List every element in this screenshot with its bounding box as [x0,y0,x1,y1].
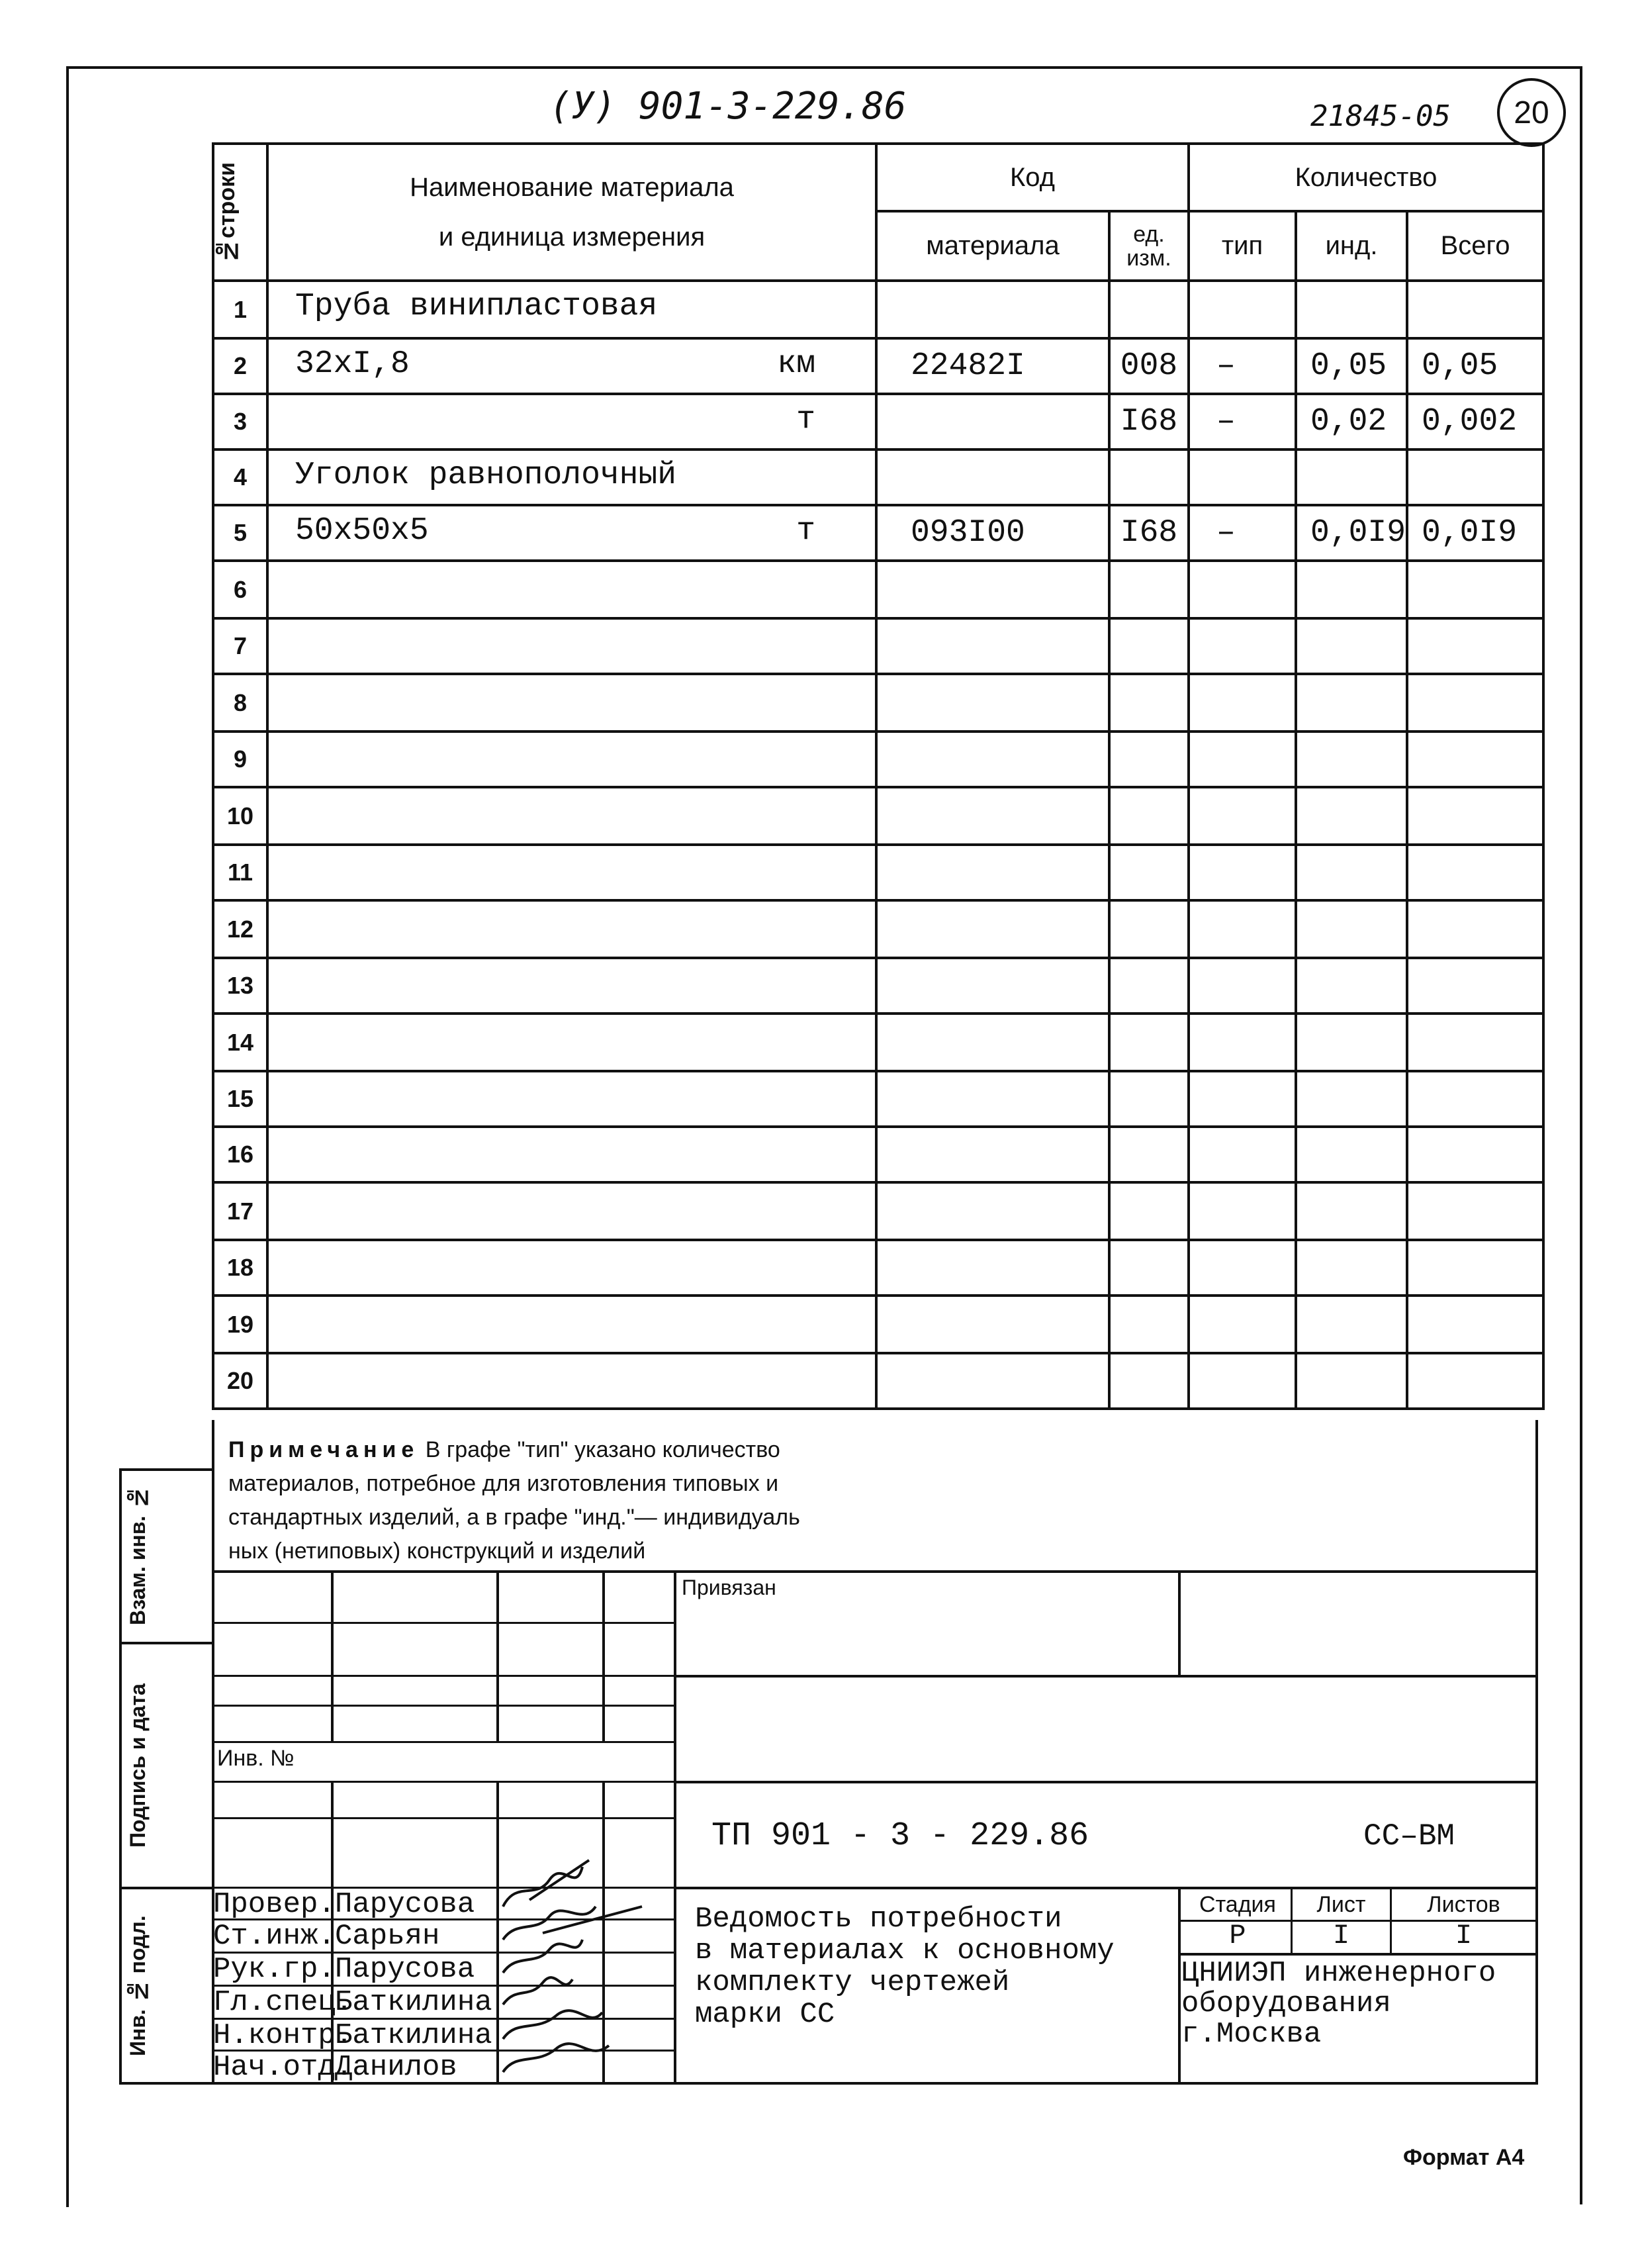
col-code-header: Код [876,144,1189,211]
col-code-unit-header: ед. изм. [1109,211,1189,281]
unit-code [1109,958,1189,1014]
unit-code [1109,1296,1189,1353]
material-name-cell [267,1014,876,1071]
format-label: Формат А4 [1403,2145,1525,2170]
signatory-role: Нач.отд. [213,2051,353,2084]
qty-total [1407,1014,1543,1071]
material-code [876,732,1109,787]
material-name-cell [267,561,876,618]
unit-code [1109,1127,1189,1182]
material-name: Уголок равнополочный [295,457,677,493]
unit-code: I68 [1109,505,1189,561]
side-rule-1 [119,1468,213,1471]
sheet-number-circle: 20 [1497,78,1566,147]
unit-code [1109,1353,1189,1409]
signatures [490,1854,688,2085]
table-row [213,787,1543,845]
material-unit: т [796,513,815,549]
material-name-cell [267,505,876,561]
qty-ind [1296,787,1407,845]
qty-total: 0,002 [1407,394,1543,449]
unit-code [1109,787,1189,845]
row-number: 20 [213,1353,267,1409]
table-row [213,394,1543,449]
side-rule-3 [119,1887,213,1889]
row-number: 19 [213,1296,267,1353]
material-name-cell [267,449,876,505]
stage-label: Стадия [1199,1892,1276,1917]
qty-ind [1296,900,1407,958]
note-line1: В графе "тип" указано количество [419,1437,780,1462]
qty-total [1407,1296,1543,1353]
qty-ind [1296,561,1407,618]
table-row [213,1240,1543,1296]
qty-type [1189,787,1296,845]
signatory-role: Н.контр. [213,2019,353,2052]
material-code [876,561,1109,618]
signatory-name: Парусова [335,1888,475,1921]
row-number: 14 [213,1014,267,1071]
doc-code: ТП 901 - 3 - 229.86 [711,1817,1089,1855]
materials-table [212,142,1545,1410]
material-name-cell [267,1071,876,1127]
row-number: 4 [213,449,267,505]
row-number: 2 [213,338,267,394]
organization: ЦНИИЭП инженерного оборудования г.Москва [1181,1957,1496,2051]
table-row [213,1071,1543,1127]
qty-ind [1296,1296,1407,1353]
signatory-name: Сарьян [335,1920,440,1953]
signatory-role: Провер. [213,1888,336,1921]
row-number: 15 [213,1071,267,1127]
signatory-name: Баткилина [335,1986,492,2019]
qty-type [1189,674,1296,732]
material-name-cell [267,958,876,1014]
qty-ind [1296,1014,1407,1071]
podpis-data-label: Подпись и дата [126,1683,150,1848]
unit-code [1109,845,1189,900]
material-code [876,1182,1109,1240]
sheets-label: Листов [1427,1892,1500,1917]
signatory-name: Парусова [335,1953,475,1986]
material-name-cell [267,845,876,900]
qty-total [1407,618,1543,674]
note-block [228,1433,1486,1568]
material-code [876,900,1109,958]
sheet-label: Лист [1316,1892,1366,1917]
qty-type [1189,732,1296,787]
qty-total [1407,1353,1543,1409]
material-name: 32хI,8 [295,346,410,382]
col-qty-header: Количество [1189,144,1543,211]
qty-type: – [1189,338,1296,394]
side-column-line [119,1468,122,2084]
qty-total [1407,1240,1543,1296]
material-name: Труба винипластовая [295,289,658,324]
vzam-inv-label: Взам. инв. № [126,1486,150,1626]
row-number: 13 [213,958,267,1014]
table-row [213,1014,1543,1071]
material-code [876,845,1109,900]
row-number: 10 [213,787,267,845]
unit-code [1109,561,1189,618]
qty-ind: 0,02 [1296,394,1407,449]
document-title: Ведомость потребности в материалах к основному комплекту чертежей марки СС [695,1903,1115,2031]
qty-total [1407,561,1543,618]
qty-type [1189,1240,1296,1296]
qty-total [1407,732,1543,787]
material-name-cell [267,900,876,958]
table-row [213,561,1543,618]
qty-ind [1296,1071,1407,1127]
sheets-value: I [1455,1920,1473,1952]
unit-code [1109,1182,1189,1240]
table-row [213,1182,1543,1240]
material-code [876,1296,1109,1353]
sheet-value: I [1332,1920,1350,1952]
qty-total [1407,1182,1543,1240]
material-code [876,1353,1109,1409]
qty-ind [1296,1353,1407,1409]
qty-type: – [1189,394,1296,449]
sheet-right-border [1580,66,1582,2204]
material-code [876,674,1109,732]
table-row [213,281,1543,338]
row-number: 6 [213,561,267,618]
qty-type [1189,1071,1296,1127]
table-row [213,1127,1543,1182]
unit-code [1109,618,1189,674]
note-line4: ных (нетиповых) конструкций и изделий [228,1538,646,1564]
qty-ind [1296,281,1407,338]
qty-ind [1296,449,1407,505]
col-qty-total-header: Всего [1407,211,1543,281]
side-rule-2 [119,1642,213,1644]
table-row [213,958,1543,1014]
unit-code [1109,900,1189,958]
material-code [876,1071,1109,1127]
row-number: 5 [213,505,267,561]
qty-type: – [1189,505,1296,561]
material-code [876,958,1109,1014]
signatory-name: Данилов [335,2051,457,2084]
unit-code: I68 [1109,394,1189,449]
qty-ind: 0,0I9 [1296,505,1407,561]
archive-number: 21845-05 [1310,99,1451,133]
material-code [876,1127,1109,1182]
qty-type [1189,1182,1296,1240]
qty-type [1189,958,1296,1014]
material-code [876,1014,1109,1071]
row-number: 12 [213,900,267,958]
stage-value: Р [1229,1920,1246,1952]
unit-code [1109,674,1189,732]
doc-code-header: (У) 901-3-229.86 [549,85,907,128]
material-name-cell [267,281,876,338]
inv-no-label: Инв. № [217,1746,295,1771]
material-name-cell [267,787,876,845]
material-name: 50х50х5 [295,513,429,549]
qty-ind [1296,1182,1407,1240]
qty-total [1407,787,1543,845]
side-rule-4 [119,2082,213,2085]
material-unit: т [796,402,815,438]
qty-ind [1296,732,1407,787]
privyazan-label: Привязан [682,1576,776,1599]
unit-code [1109,1014,1189,1071]
qty-ind [1296,1127,1407,1182]
material-name-cell [267,618,876,674]
unit-code [1109,1071,1189,1127]
qty-type [1189,561,1296,618]
qty-total [1407,674,1543,732]
col-name-header: Наименование материала и единица измерения [267,144,876,281]
qty-total [1407,845,1543,900]
material-name-cell [267,1127,876,1182]
qty-type [1189,845,1296,900]
qty-type [1189,449,1296,505]
table-row [213,505,1543,561]
table-row [213,674,1543,732]
row-number: 8 [213,674,267,732]
qty-total: 0,0I9 [1407,505,1543,561]
material-name-cell [267,732,876,787]
table-row [213,845,1543,900]
unit-code [1109,449,1189,505]
qty-total [1407,449,1543,505]
material-name-cell [267,674,876,732]
signatory-role: Ст.инж. [213,1920,336,1953]
material-code [876,787,1109,845]
signatory-role: Рук.гр. [213,1953,336,1986]
table-row [213,900,1543,958]
row-number: 18 [213,1240,267,1296]
table-row [213,1296,1543,1353]
table-row [213,618,1543,674]
col-code-material-header: материала [876,211,1109,281]
note-heading: Примечание [228,1437,420,1462]
material-name-cell [267,1353,876,1409]
material-code [876,281,1109,338]
material-code [876,618,1109,674]
table-row [213,338,1543,394]
qty-ind [1296,1240,1407,1296]
qty-total [1407,281,1543,338]
note-line3: стандартных изделий, а в графе "инд."— индивидуаль [228,1505,800,1530]
material-unit: км [777,346,815,382]
unit-code [1109,281,1189,338]
material-name-cell [267,1182,876,1240]
material-name-cell [267,338,876,394]
unit-code [1109,1240,1189,1296]
qty-ind [1296,618,1407,674]
material-code: 22482I [876,338,1109,394]
material-name-cell [267,394,876,449]
unit-code [1109,732,1189,787]
table-row [213,1353,1543,1409]
qty-type [1189,1296,1296,1353]
qty-type [1189,618,1296,674]
doc-mark: СС–ВМ [1363,1819,1455,1854]
qty-ind [1296,845,1407,900]
qty-total [1407,900,1543,958]
col-row-number-header: №строки [213,144,267,281]
note-line2: материалов, потребное для изготовления типовых и [228,1471,779,1496]
signatory-role: Гл.спец. [213,1986,353,2019]
qty-ind [1296,674,1407,732]
qty-type [1189,1127,1296,1182]
material-code: 093I00 [876,505,1109,561]
material-code [876,394,1109,449]
row-number: 7 [213,618,267,674]
table-row [213,449,1543,505]
row-number: 17 [213,1182,267,1240]
qty-type [1189,900,1296,958]
col-qty-ind-header: инд. [1296,211,1407,281]
qty-type [1189,1353,1296,1409]
signatory-name: Баткилина [335,2019,492,2052]
qty-type [1189,1014,1296,1071]
row-number: 9 [213,732,267,787]
col-qty-type-header: тип [1189,211,1296,281]
material-name-cell [267,1296,876,1353]
row-number: 1 [213,281,267,338]
qty-ind: 0,05 [1296,338,1407,394]
row-number: 3 [213,394,267,449]
material-name-cell [267,1240,876,1296]
row-number: 11 [213,845,267,900]
qty-type [1189,281,1296,338]
inv-podl-label: Инв. № подл. [126,1915,150,2057]
table-row [213,732,1543,787]
qty-total: 0,05 [1407,338,1543,394]
material-code [876,1240,1109,1296]
qty-ind [1296,958,1407,1014]
qty-total [1407,1071,1543,1127]
qty-total [1407,958,1543,1014]
row-number: 16 [213,1127,267,1182]
unit-code: 008 [1109,338,1189,394]
qty-total [1407,1127,1543,1182]
material-code [876,449,1109,505]
